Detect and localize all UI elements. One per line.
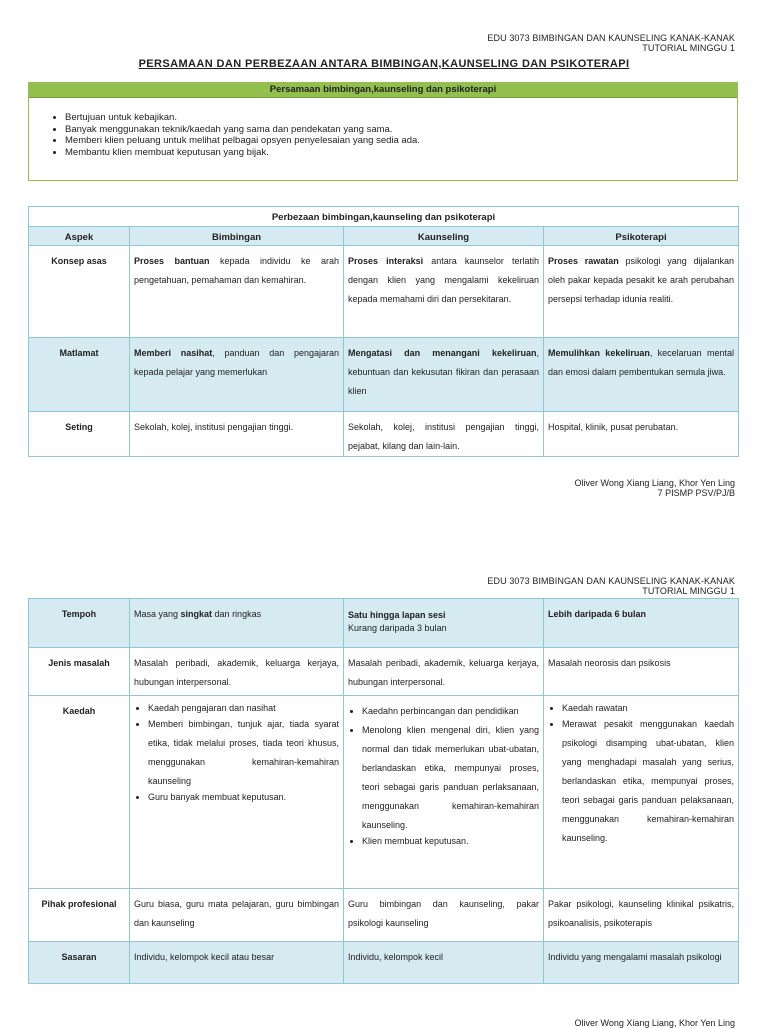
list-item: • Kaedahn perbincangan dan pendidikan bbox=[362, 702, 539, 721]
course-code: EDU 3073 BIMBINGAN DAN KAUNSELING KANAK-KANAK bbox=[487, 33, 735, 43]
table-cell: Mengatasi dan menangani kekeliruan, kebuntuan dan kekusutan fikiran dan perasaan klien bbox=[344, 338, 544, 412]
list-item: • Kaedah rawatan bbox=[562, 702, 734, 715]
table-cell: Proses rawatan psikologi yang dijalankan oleh pakar kepada pesakit ke arah perubahan persepsi terhadap idunia realiti. bbox=[544, 246, 739, 338]
authors: Oliver Wong Xiang Liang, Khor Yen Ling bbox=[574, 478, 735, 488]
table-cell: Lebih daripada 6 bulan bbox=[544, 599, 739, 648]
table-row bbox=[29, 696, 739, 889]
similarities-heading: Persamaan bimbingan,kaunseling dan psikoterapi bbox=[29, 83, 737, 98]
row-label: Jenis masalah bbox=[29, 648, 130, 696]
page-footer bbox=[575, 1018, 735, 1028]
authors: Oliver Wong Xiang Liang, Khor Yen Ling bbox=[574, 1018, 735, 1028]
page-title: PERSAMAAN DAN PERBEZAAN ANTARA BIMBINGAN,KAUNSELING DAN PSIKOTERAPI bbox=[138, 58, 630, 70]
differences-table-continued bbox=[28, 598, 739, 984]
table-cell: Sekolah, kolej, institusi pengajian tinggi, pejabat, kilang dan lain-lain. bbox=[344, 412, 544, 457]
list-item: • Menolong klien mengenal diri, klien yang normal dan tidak memerlukan ubat-ubatan, berlandaskan etika, mempunyai proses, teori sebagai garis panduan perlaksanaan, menggunakan kemahiran-kemahiran kaunseling. bbox=[362, 721, 539, 835]
page-header bbox=[487, 33, 735, 53]
table-cell: Guru biasa, guru mata pelajaran, guru bimbingan dan kaunseling bbox=[130, 889, 344, 942]
list-item: • Merawat pesakit menggunakan kaedah psikologi disamping ubat-ubatan, klien yang menghadapi masalah yang serius, berlandaskan etika, mempunyai proses, teori sebagai garis panduan pelaksanaan, menggunakan kemahiran-kemahiran kaunseling. bbox=[562, 715, 734, 848]
table-cell: Proses bantuan kepada individu ke arah pengetahuan, pemahaman dan kemahiran. bbox=[130, 246, 344, 338]
table-row bbox=[29, 599, 739, 648]
column-header: Psikoterapi bbox=[544, 227, 739, 246]
similarities-list bbox=[29, 112, 737, 158]
row-label: Pihak profesional bbox=[29, 889, 130, 942]
similarities-box bbox=[28, 82, 738, 181]
differences-table bbox=[28, 206, 739, 457]
table-cell: Masalah peribadi, akademik, keluarga kerjaya, hubungan interpersonal. bbox=[130, 648, 344, 696]
table-row bbox=[29, 648, 739, 696]
list-item: • Guru banyak membuat keputusan. bbox=[148, 791, 339, 804]
table-row bbox=[29, 338, 739, 412]
list-item: • Banyak menggunakan teknik/kaedah yang sama dan pendekatan yang sama. bbox=[65, 124, 737, 136]
table-cell: Pakar psikologi, kaunseling klinikal psikatris, psikoanalisis, psikoterapis bbox=[544, 889, 739, 942]
list-item: • Kaedah pengajaran dan nasihat bbox=[148, 702, 339, 715]
table-row bbox=[29, 889, 739, 942]
list-item: • Bertujuan untuk kebajikan. bbox=[65, 112, 737, 124]
table-cell: Memulihkan kekeliruan, kecelaruan mental dan emosi dalam pembentukan semula jiwa. bbox=[544, 338, 739, 412]
table-cell: Masalah peribadi, akademik, keluarga kerjaya, hubungan interpersonal. bbox=[344, 648, 544, 696]
table-cell: Sekolah, kolej, institusi pengajian tinggi. bbox=[130, 412, 344, 457]
row-label: Kaedah bbox=[29, 696, 130, 889]
table-cell: Hospital, klinik, pusat perubatan. bbox=[544, 412, 739, 457]
list-item: • Memberi bimbingan, tunjuk ajar, tiada syarat etika, tidak melalui proses, tiada teori khusus, menggunakan kemahiran-kemahiran kaunseling bbox=[148, 715, 339, 791]
row-label: Seting bbox=[29, 412, 130, 457]
table-cell: Individu, kelompok kecil bbox=[344, 942, 544, 984]
table-cell: Masa yang singkat dan ringkas bbox=[130, 599, 344, 648]
row-label: Konsep asas bbox=[29, 246, 130, 338]
page-footer bbox=[575, 478, 735, 498]
table-row bbox=[29, 412, 739, 457]
column-header: Bimbingan bbox=[130, 227, 344, 246]
table-cell bbox=[344, 696, 544, 889]
tutorial-week: TUTORIAL MINGGU 1 bbox=[642, 43, 735, 53]
table-cell: Proses interaksi antara kaunselor terlatih dengan klien yang mengalami kekeliruan kepada memahami diri dan persekitaran. bbox=[344, 246, 544, 338]
row-label: Sasaran bbox=[29, 942, 130, 984]
table-cell bbox=[544, 696, 739, 889]
table-cell: Individu yang mengalami masalah psikologi bbox=[544, 942, 739, 984]
list-item: • Klien membuat keputusan. bbox=[362, 835, 539, 848]
table-cell: Memberi nasihat, panduan dan pengajaran kepada pelajar yang memerlukan bbox=[130, 338, 344, 412]
column-header: Aspek bbox=[29, 227, 130, 246]
row-label: Matlamat bbox=[29, 338, 130, 412]
table-cell: Individu, kelompok kecil atau besar bbox=[130, 942, 344, 984]
list-item: • Membantu klien membuat keputusan yang bijak. bbox=[65, 147, 737, 159]
table-cell: Satu hingga lapan sesi Kurang daripada 3 bulan bbox=[344, 599, 544, 648]
class-code: 7 PISMP PSV/PJ/B bbox=[657, 488, 735, 498]
table-cell: Masalah neorosis dan psikosis bbox=[544, 648, 739, 696]
differences-heading: Perbezaan bimbingan,kaunseling dan psikoterapi bbox=[29, 207, 739, 227]
table-cell: Guru bimbingan dan kaunseling, pakar psikologi kaunseling bbox=[344, 889, 544, 942]
table-cell bbox=[130, 696, 344, 889]
table-row bbox=[29, 246, 739, 338]
row-label: Tempoh bbox=[29, 599, 130, 648]
tutorial-week: TUTORIAL MINGGU 1 bbox=[642, 586, 735, 596]
table-row bbox=[29, 942, 739, 984]
course-code: EDU 3073 BIMBINGAN DAN KAUNSELING KANAK-KANAK bbox=[487, 576, 735, 586]
list-item: • Memberi klien peluang untuk melihat pelbagai opsyen penyelesaian yang sedia ada. bbox=[65, 135, 737, 147]
page-header bbox=[487, 576, 735, 596]
column-header: Kaunseling bbox=[344, 227, 544, 246]
